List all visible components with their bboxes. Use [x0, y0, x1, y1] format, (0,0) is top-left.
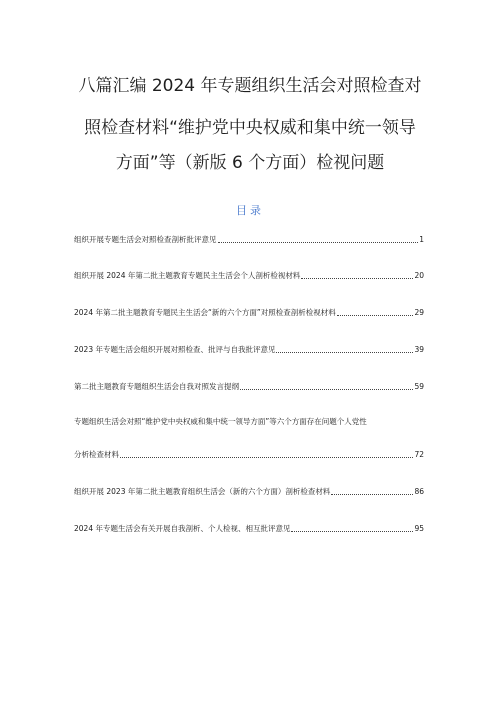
toc-leader-dots	[276, 351, 413, 353]
toc-entry-page: 29	[414, 308, 424, 317]
toc-entry-page: 59	[414, 382, 424, 391]
document-title-line-1: 八篇汇编 2024 年专题组织生活会对照检查对	[78, 76, 422, 96]
toc-heading: 目录	[236, 204, 264, 217]
toc-leader-dots	[331, 493, 413, 495]
toc-entry-title: 第二批主题教育专题组织生活会自我对照发言提纲	[74, 382, 239, 391]
toc-leader-dots	[120, 456, 413, 458]
toc-entry-title: 2023 年专题生活会组织开展对照检查、批评与自我批评意见	[74, 345, 276, 354]
toc-entry[interactable]	[74, 343, 424, 355]
toc-entry-page: 72	[414, 450, 424, 459]
toc-entry[interactable]	[74, 485, 424, 497]
toc-leader-dots	[337, 314, 414, 316]
toc-leader-dots	[291, 530, 413, 532]
toc-leader-dots	[240, 388, 413, 390]
toc-entry[interactable]	[74, 306, 424, 318]
toc-entry[interactable]	[74, 448, 424, 460]
toc-leader-dots	[218, 241, 419, 243]
toc-entry-page: 86	[414, 487, 424, 496]
toc-entry-title: 组织开展 2024 年第二批主题教育专题民主生活会个人剖析检视材料	[74, 271, 301, 280]
toc-entry-page: 39	[414, 345, 424, 354]
toc-entry-title: 2024 年专题生活会有关开展自我剖析、个人检视、相互批评意见	[74, 524, 291, 533]
toc-entry-page: 1	[419, 235, 424, 244]
toc-entry-page: 20	[414, 271, 424, 280]
toc-entry[interactable]	[74, 380, 424, 392]
toc-entry[interactable]	[74, 522, 424, 534]
document-title-line-3: 方面”等（新版 6 个方面）检视问题	[115, 153, 385, 173]
toc-entry-title-line-1[interactable]: 专题组织生活会对照“维护党中央权威和集中统一领导方面”等六个方面存在问题个人党性	[74, 417, 367, 426]
toc-leader-dots	[301, 277, 413, 279]
toc-entry-title: 分析检查材料	[74, 450, 119, 459]
toc-entry[interactable]	[74, 233, 424, 245]
toc-entry-title: 组织开展专题生活会对照检查剖析批评意见	[74, 235, 217, 244]
document-title-line-2: 照检查材料“维护党中央权威和集中统一领导	[84, 118, 416, 138]
toc-entry[interactable]	[74, 269, 424, 281]
toc-entry-page: 95	[414, 524, 424, 533]
toc-entry-title: 2024 年第二批主题教育专题民主生活会“新的六个方面”对照检查剖析检视材料	[74, 308, 336, 317]
toc-entry-title: 组织开展 2023 年第二批主题教育组织生活会（新的六个方面）剖析检查材料	[74, 487, 331, 496]
